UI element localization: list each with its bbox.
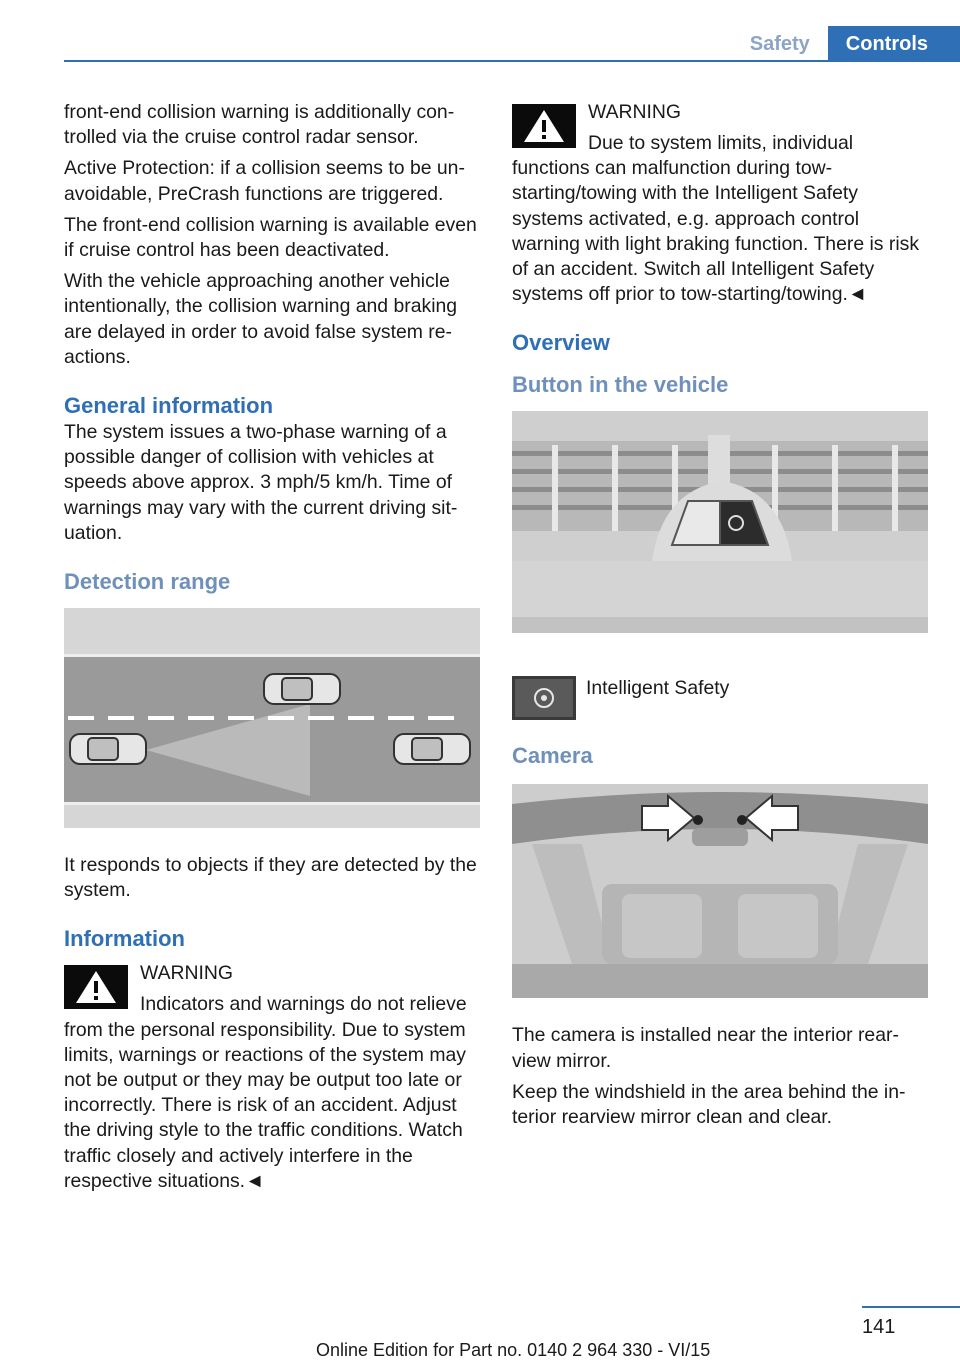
- edition-footer: Online Edition for Part no. 0140 2 964 330 - VI/15: [316, 1340, 711, 1360]
- paragraph: Keep the windshield in the area behind the interior rearview mirror clean and clear.: [512, 1080, 906, 1129]
- heading-camera: Camera: [512, 743, 593, 769]
- tab-controls[interactable]: Controls: [828, 26, 960, 62]
- warning-block: [64, 961, 480, 1194]
- heading-general-information: General information: [64, 393, 274, 419]
- heading-detection-range: Detection range: [64, 569, 231, 595]
- tab-safety[interactable]: Safety: [732, 26, 828, 62]
- page-number: 141: [862, 1316, 896, 1338]
- paragraph: The front-end collision warning is available even if cruise control has been deactivated.: [64, 213, 477, 262]
- heading-overview: Overview: [512, 330, 610, 356]
- camera-location-photo: [512, 784, 928, 998]
- car-icon: [394, 734, 470, 764]
- header-tabs: [732, 26, 960, 62]
- intelligent-safety-button-icon: [512, 676, 576, 720]
- paragraph: It responds to objects if they are detected by the system.: [64, 854, 477, 902]
- header-divider: [64, 60, 960, 62]
- heading-button-in-vehicle: Button in the vehicle: [512, 372, 729, 398]
- footer-divider: [862, 1306, 960, 1308]
- warning-text: Indicators and warnings do not relieve from the personal responsibility. Due to system limits, warnings or reactions of the system may not be output or they may be output too late or incorrectly. There is risk of an accident. Adjust the driving style to the traffic conditions. Watch traffic closely and actively interfere in the respective situations.◄: [64, 993, 467, 1192]
- warning-title: WARNING: [588, 101, 681, 123]
- paragraph: With the vehicle approaching another vehicle intentionally, the collision warning and braking are delayed in order to avoid false system reactions.: [64, 270, 458, 368]
- warning-text: Due to system limits, individual functions can malfunction during tow-starting/towing with the Intelligent Safety systems activated, e.g. approach control warning with light braking function. There is risk of an accident. Switch all Intelligent Safety systems off prior to tow-starting/towing.◄: [512, 132, 920, 306]
- paragraph: front-end collision warning is additionally controlled via the cruise control radar sensor.: [64, 101, 455, 149]
- left-column: [64, 100, 480, 1200]
- warning-icon: [64, 965, 128, 1009]
- warning-block: [512, 100, 928, 307]
- warning-title: WARNING: [140, 962, 233, 985]
- right-column: [512, 100, 928, 1136]
- button-caption: Intelligent Safety: [586, 677, 730, 700]
- detection-range-illustration: [64, 608, 480, 828]
- paragraph: The system issues a two-phase warning of a possible danger of collision with vehicles at speeds above approx. 3 mph/5 km/h. Time of warnings may vary with the current driving situation.: [64, 421, 458, 544]
- heading-information: Information: [64, 926, 185, 952]
- paragraph: Active Protection: if a collision seems to be unavoidable, PreCrash functions are triggered.: [64, 157, 465, 205]
- car-icon: [70, 734, 146, 764]
- button-caption-row: [512, 676, 928, 720]
- warning-icon: [512, 104, 576, 148]
- vehicle-button-photo: [512, 411, 928, 633]
- car-icon: [264, 674, 340, 704]
- paragraph: The camera is installed near the interior rearview mirror.: [512, 1024, 899, 1072]
